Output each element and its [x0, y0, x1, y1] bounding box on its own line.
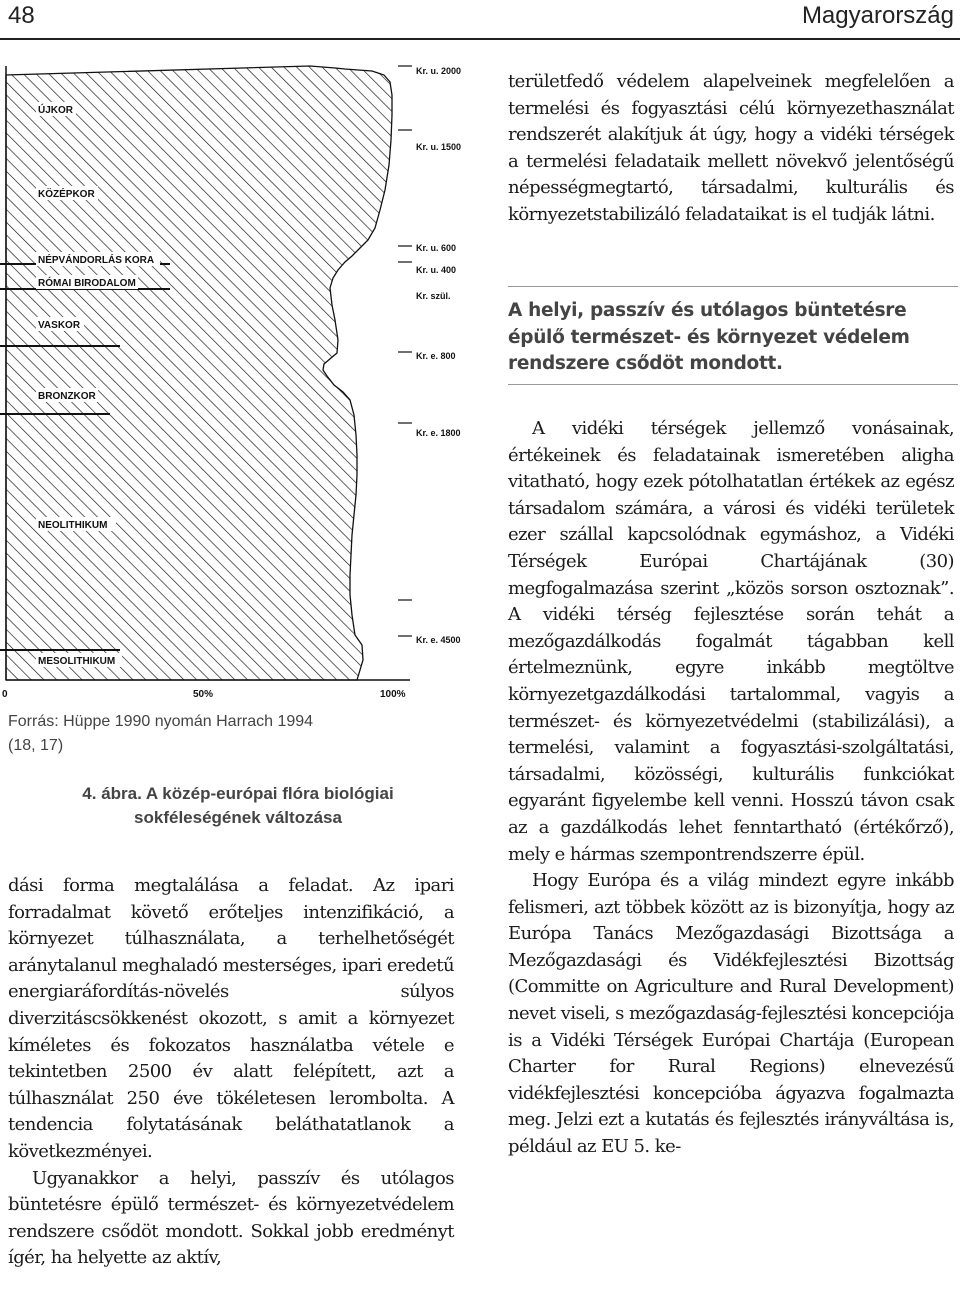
- page-number: 48: [8, 2, 35, 29]
- caption-line-1: 4. ábra. A közép-európai flóra biológiai: [82, 784, 394, 803]
- era-label-kozepkor: KÖZÉPKOR: [38, 189, 95, 200]
- biodiversity-figure: [0, 60, 480, 710]
- pull-quote-top-rule: [508, 286, 958, 287]
- running-title: Magyarország: [801, 2, 954, 29]
- time-tick-birth: Kr. szül.: [416, 291, 451, 301]
- era-label-nepvandorlas: NÉPVÁNDORLÁS KORA: [38, 255, 155, 266]
- time-tick-400: Kr. u. 400: [416, 265, 457, 275]
- right-column-text-top: [508, 69, 954, 229]
- time-tick-4500bc: Kr. e. 4500: [416, 635, 461, 645]
- caption-line-2: sokféleségének változása: [134, 808, 342, 827]
- pull-quote-text: A helyi, passzív és utólagos büntetésre épülő természet- és környezet védelem rendszere csődöt mondott.: [508, 300, 910, 374]
- right-column-text-bottom: [508, 416, 954, 1161]
- figure-source: Forrás: Hüppe 1990 nyomán Harrach 1994 (18, 17): [8, 713, 314, 754]
- left-column-text: [8, 873, 454, 1272]
- right-paragraph-1: területfedő védelem alapelveinek megfelelően a termelési és fogyasztási célú környezethasználat rendszerét alakítjuk át úgy, hogy a vidéki térségek a termelési feladataik mellett növekvő jelentőségű népességmegtartó, társadalmi, kulturális és környezetstabilizáló feladataikat is el tudják látni.: [508, 71, 954, 225]
- time-marks: [398, 66, 412, 636]
- time-tick-2000: Kr. u. 2000: [416, 66, 462, 76]
- era-label-bronzkor: BRONZKOR: [38, 391, 96, 402]
- diversity-area: [6, 66, 392, 680]
- figure-caption: [0, 782, 476, 830]
- page-header: [0, 0, 960, 40]
- left-paragraph-1: dási forma megtalálása a feladat. Az ipari forradalmat követő erőteljes intenzifikáció, a környezet túlhasználata, a terhelhetőségét aránytalanul meghaladó mesterséges, ipari eredetű energiaráfordítás-növelés súlyos diverzitáscsökkenést okozott, s amit a környezet kíméletes és fokozatos használatba vétele e tekintetben 2500 év alatt felépített, azt a túlhasználat 250 éve tökéletesen lerombolta. A tendencia folytatásának beláthatatlanok a következményei.: [8, 875, 454, 1162]
- time-tick-800bc: Kr. e. 800: [416, 351, 456, 361]
- x-axis-tick-0: 0: [2, 689, 8, 700]
- era-label-mesolithikum: MESOLITHIKUM: [38, 656, 116, 667]
- biodiversity-chart: [0, 60, 480, 710]
- era-label-ujkor: ÚJKOR: [38, 105, 74, 116]
- pull-quote-bottom-rule: [508, 384, 958, 385]
- x-axis-tick-100: 100%: [380, 689, 406, 700]
- right-paragraph-3: Hogy Európa és a világ mindezt egyre inkább felismeri, azt többek között az is bizonyítja, hogy az Európa Tanács Mezőgazdasági Bizottsága a Mezőgazdasági és Vidékfejlesztési Bizottság (Committe on Agriculture and Rural Development) nevet viseli, s mezőgazdaság-fejlesztési koncepciója is a Vidéki Térségek Európai Chartája (European Charter for Rural Regions) elnevezésű vidékfejlesztési koncepcióba ágyazva fogalmazta meg. Jelzi ezt a kutatás és fejlesztés irányváltása is, például az EU 5. ke-: [508, 870, 954, 1158]
- time-tick-600: Kr. u. 600: [416, 243, 457, 253]
- era-label-vaskor: VASKOR: [38, 320, 81, 331]
- era-label-neolithikum: NEOLITHIKUM: [38, 520, 108, 531]
- time-tick-1800bc: Kr. e. 1800: [416, 428, 461, 438]
- time-tick-1500: Kr. u. 1500: [416, 142, 462, 152]
- pull-quote: [508, 286, 954, 386]
- header-rule: [0, 38, 960, 40]
- x-axis-tick-50: 50%: [193, 689, 214, 700]
- right-paragraph-2: A vidéki térségek jellemző vonásainak, értékeinek és feladatainak ismeretében aligha vitatható, hogy ezek pótolhatatlan értékek az egész társadalom számára, a városi és vidéki területek ezer szállal kapcsolódnak egymáshoz, a Vidéki Térségek Európai Chartájának (30) megfogalmazása szerint „közös sorson osztoznak”. A vidéki térség fejlesztése során tehát a mezőgazdálkodás fogalmát tágabban kell értelmeznünk, egyre inkább megtöltve környezetgazdálkodási tartalommal, vagyis a természet- és környezetvédelmi (stabilizálási), a termelési, valamint a fogyasztási-szolgáltatási, társadalmi, közösségi, kulturális funkciókat egyaránt figyelembe kell venni. Hosszú távon csak az a gazdálkodás lehet fenntartható (értékőrző), mely e hármas szempontrendszerre épül.: [508, 418, 954, 865]
- era-label-romai: RÓMAI BIRODALOM: [38, 278, 136, 289]
- left-paragraph-2: Ugyanakkor a helyi, passzív és utólagos büntetésre épülő természet- és környezetvédelem rendszere csődöt mondott. Sokkal jobb eredményt ígér, ha helyette az aktív,: [8, 1167, 454, 1269]
